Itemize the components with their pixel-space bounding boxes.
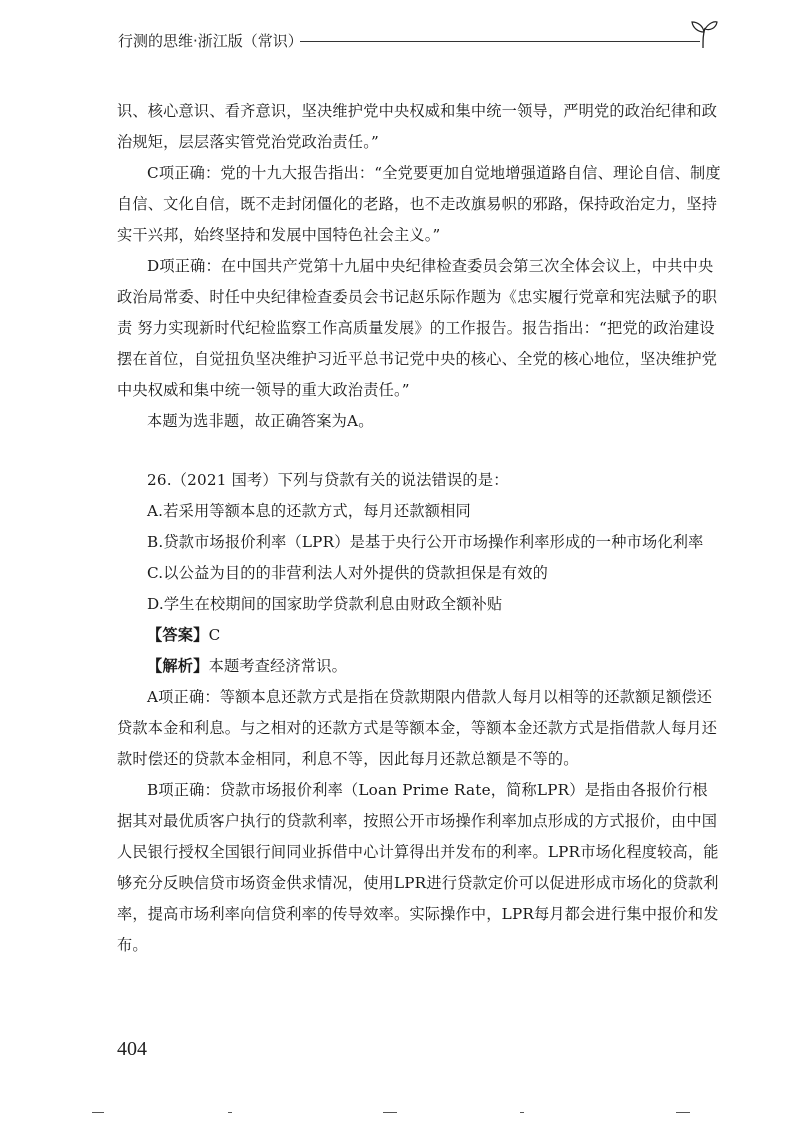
question-option-a: A.若采用等额本息的还款方式，每月还款额相同 [147,502,471,520]
scan-speck [520,1112,524,1113]
page-number: 404 [117,1038,147,1060]
analysis-text: 本题考查经济常识。 [208,657,348,675]
paragraph-option-a-explanation: A项正确：等额本息还款方式是指在贷款期限内借款人每月以相等的还款额足额偿还贷款本金和利息。与之相对的还款方式是等额本金，等额本金还款方式是指借款人每月还款时偿还的贷款本金相同，利息不等，因此每月还款总额是不等的。 [117,688,718,768]
paragraph-option-d-explanation: D项正确：在中国共产党第十九届中央纪律检查委员会第三次全体会议上，中共中央政治局常委、时任中央纪律检查委员会书记赵乐际作题为《忠实履行党章和宪法赋予的职责 努力实现新时代纪检监察工作高质量发展》的工作报告。报告指出：“把党的政治建设摆在首位，自觉扭负坚决维护习近平总书记党中央的核心、全党的核心地位，坚决维护党中央权威和集中统一领导的重大政治责任。” [117,257,718,399]
paragraph-option-c-explanation: C项正确：党的十九大报告指出：“全党要更加自觉地增强道路自信、理论自信、制度自信、文化自信，既不走封闭僵化的老路，也不走改旗易帜的邪路，保持政治定力，坚持实干兴邦，始终坚持和发展中国特色社会主义。” [117,164,721,244]
analysis-line [117,651,721,682]
question-option-d: D.学生在校期间的国家助学贷款利息由财政全额补贴 [147,595,503,613]
question-option-b: B.贷款市场报价利率（LPR）是基于央行公开市场操作利率形成的一种市场化利率 [147,533,704,551]
paragraph-option-b-explanation: B项正确：贷款市场报价利率（Loan Prime Rate，简称LPR）是指由各报价行根据其对最优质客户执行的贷款利率，按照公开市场操作利率加点形成的方式报价，由中国人民银行授权全国银行间同业拆借中心计算得出并发布的利率。LPR市场化程度较高，能够充分反映信贷市场资金供求情况，使用LPR进行贷款定价可以促进形成市场化的贷款利率，提高市场利率向信贷利率的传导效率。实际操作中，LPR每月都会进行集中报价和发布。 [117,781,719,954]
paragraph-continuation: 识、核心意识、看齐意识，坚决维护党中央权威和集中统一领导，严明党的政治纪律和政治规矩，层层落实管党治党政治责任。” [117,102,718,151]
scan-specks [0,1112,800,1122]
paragraph-conclusion: 本题为选非题，故正确答案为A。 [147,412,374,430]
analysis-label: 【解析】 [147,657,209,675]
sprout-icon [688,18,718,50]
question-stem: 26.（2021 国考）下列与贷款有关的说法错误的是： [147,471,509,489]
question-option-c: C.以公益为目的的非营利法人对外提供的贷款担保是有效的 [147,564,548,582]
answer-label: 【答案】 [147,626,209,644]
answer-line [117,620,721,651]
section-gap [117,437,721,465]
scan-speck [92,1112,104,1113]
running-header [118,26,718,56]
header-title: 行测的思维·浙江版（常识） [118,32,303,50]
answer-value: C [208,626,221,644]
page-body [117,96,721,961]
header-rule [300,41,700,42]
scan-speck [228,1112,232,1113]
scan-speck [383,1112,397,1113]
scan-speck [676,1112,690,1113]
